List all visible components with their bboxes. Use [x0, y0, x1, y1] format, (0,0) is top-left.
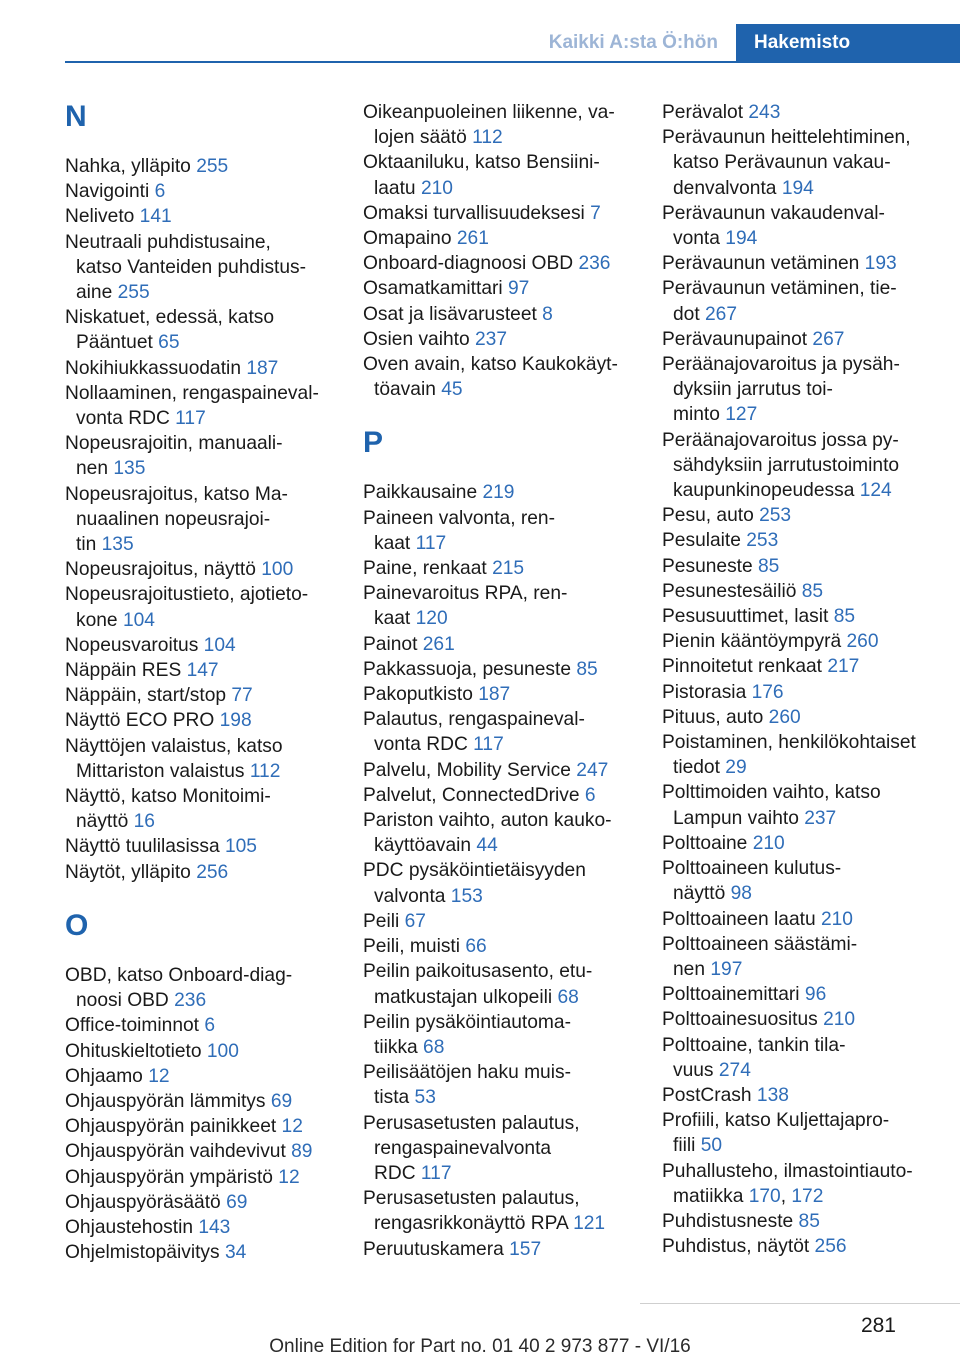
page-link[interactable]: 153 — [450, 885, 483, 907]
index-entry — [363, 1060, 653, 1110]
entry-term: Ohjaamo — [65, 1065, 149, 1087]
index-entry — [363, 758, 653, 783]
entry-term: Perävaunun vakaudenval- vonta — [662, 202, 885, 250]
index-entry — [363, 276, 653, 301]
page-separator: , — [780, 1185, 792, 1207]
entry-term: Ohjauspyörän painikkeet — [65, 1116, 282, 1138]
index-entry — [363, 1237, 653, 1262]
index-entry — [65, 734, 355, 784]
index-entry — [65, 204, 355, 229]
page-link[interactable]: 170 — [748, 1185, 781, 1207]
index-entry — [65, 683, 355, 708]
entry-term: Polttoainesuositus — [662, 1009, 824, 1031]
entry-term: Puhdistus, näytöt — [662, 1236, 815, 1258]
entry-term: Nopeusrajoitus, katso Ma- nuaalinen nopeusrajoi- tin — [65, 483, 288, 556]
page-link[interactable]: 253 — [746, 530, 779, 552]
index-entry — [662, 1159, 960, 1209]
entry-term: Pesunestesäiliö — [662, 580, 802, 602]
entry-term: Polttoaineen kulutus- näyttö — [662, 858, 842, 905]
page-link[interactable]: 198 — [219, 710, 252, 732]
index-entry — [363, 100, 653, 150]
entry-term: Näyttö ECO PRO — [65, 710, 220, 732]
page-link[interactable]: 65 — [158, 332, 180, 354]
page-link[interactable]: 77 — [231, 685, 253, 707]
page-link[interactable]: 197 — [710, 958, 743, 980]
entry-term: Palautus, rengaspaineval- vonta RDC — [363, 709, 585, 756]
entry-term: Oikeanpuoleinen liikenne, va- lojen säätö — [363, 102, 615, 149]
entry-term: Neliveto — [65, 206, 140, 228]
index-entry — [65, 230, 355, 306]
entry-term: Painevaroitus RPA, ren- kaat — [363, 583, 568, 630]
index-entry — [65, 482, 355, 558]
page-link[interactable]: 100 — [206, 1040, 239, 1062]
page-link[interactable]: 85 — [833, 606, 856, 628]
index-entry — [65, 1240, 355, 1265]
entry-term: Pienin kääntöympyrä — [662, 631, 847, 653]
index-entry — [662, 856, 960, 906]
page-link[interactable]: 255 — [117, 282, 150, 304]
index-entry — [662, 352, 960, 428]
entry-term: Perusasetusten palautus, rengaspainevalvonta RDC — [363, 1112, 580, 1184]
entry-term: Paikkausaine — [363, 482, 483, 504]
entry-term: Polttoaine, tankin tila- vuus — [662, 1034, 846, 1081]
entry-term: Perävaunun heittelehtiminen, katso Perävaunun vakau- denvalvonta — [662, 127, 911, 199]
entry-term: Nahka, ylläpito — [65, 156, 197, 177]
index-entry — [662, 428, 960, 504]
index-entry — [363, 657, 653, 682]
index-entry — [662, 780, 960, 830]
page-link[interactable]: 50 — [700, 1135, 723, 1157]
page-link[interactable]: 247 — [576, 759, 609, 781]
page-link[interactable]: 261 — [456, 228, 489, 250]
index-entry — [65, 1190, 355, 1215]
entry-term: Peräänajovaroitus ja pysäh- dyksiin jarrutus toi- minto — [662, 354, 900, 426]
entry-term: Peilisäätöjen haku muis- tista — [363, 1062, 571, 1109]
index-entry — [65, 963, 355, 1013]
index-entry — [662, 907, 960, 932]
entry-term: Peruutuskamera — [363, 1238, 510, 1260]
entry-term: Neutraali puhdistusaine, katso Vanteiden puhdistus- aine — [65, 231, 307, 304]
page-link[interactable]: 135 — [101, 534, 134, 556]
page-link[interactable]: 6 — [204, 1015, 216, 1037]
entry-term: Pituus, auto — [662, 706, 769, 728]
entry-term: PostCrash — [662, 1084, 757, 1106]
page-link[interactable]: 12 — [278, 1166, 300, 1188]
entry-term: Pistorasia — [662, 681, 752, 703]
page-link[interactable]: 12 — [148, 1065, 170, 1087]
entry-term: Puhdistusneste — [662, 1210, 799, 1232]
entry-term: Polttimoiden vaihto, katso Lampun vaihto — [662, 782, 881, 829]
entry-term: Puhallusteho, ilmastointiauto- matiikka — [662, 1160, 913, 1207]
index-entry — [662, 1007, 960, 1032]
entry-term: Pakkassuoja, pesuneste — [363, 658, 577, 680]
page-link[interactable]: 117 — [473, 734, 504, 756]
entry-term: OBD, katso Onboard-diag- noosi OBD — [65, 964, 293, 1012]
entry-term: Näppäin RES — [65, 660, 187, 682]
page-link[interactable]: 143 — [198, 1216, 231, 1238]
page-link[interactable]: 12 — [281, 1116, 303, 1138]
page-link[interactable]: 6 — [584, 784, 596, 806]
entry-term: Oktaaniluku, katso Bensiini- laatu — [363, 152, 600, 199]
page-link[interactable]: 260 — [846, 631, 879, 653]
entry-term: Peilin pysäköintiautoma- tiikka — [363, 1011, 571, 1058]
page-link[interactable]: 256 — [196, 861, 229, 883]
index-entry — [662, 125, 960, 201]
index-entry — [662, 1108, 960, 1158]
index-entry — [363, 506, 653, 556]
page-link[interactable]: 68 — [423, 1036, 445, 1058]
entry-term: Nopeusvaroitus — [65, 634, 204, 656]
entry-term: Peili, muisti — [363, 936, 466, 958]
entry-term: Ohjauspyörän vaihdevivut — [65, 1141, 292, 1163]
page-link[interactable]: 210 — [420, 177, 453, 199]
page-link[interactable]: 6 — [154, 181, 166, 203]
index-entry — [662, 503, 960, 528]
index-entry — [65, 1039, 355, 1064]
page-link[interactable]: 274 — [718, 1059, 751, 1081]
index-entry — [662, 932, 960, 982]
page-link[interactable]: 255 — [196, 156, 229, 177]
index-entry — [363, 808, 653, 858]
index-entry — [65, 658, 355, 683]
index-entry — [363, 707, 653, 757]
index-entry — [363, 581, 653, 631]
index-entry — [363, 226, 653, 251]
entry-term: Nollaaminen, rengaspaineval- vonta RDC — [65, 382, 319, 430]
entry-term: Näppäin, start/stop — [65, 685, 232, 707]
page-link[interactable]: 135 — [113, 458, 146, 480]
entry-term: Painot — [363, 633, 423, 655]
page-link[interactable]: 85 — [576, 658, 598, 680]
section-tab[interactable]: Hakemisto — [736, 24, 960, 62]
page-link[interactable]: 176 — [751, 681, 784, 703]
page-link[interactable]: 187 — [478, 684, 511, 706]
entry-term: Näyttöjen valaistus, katso Mittariston valaistus — [65, 735, 283, 782]
entry-term: Peilin paikoitusasento, etu- matkustajan ulkopeili — [363, 961, 593, 1008]
index-entry — [363, 682, 653, 707]
page-link[interactable]: 187 — [246, 357, 279, 379]
page-link[interactable]: 67 — [404, 910, 426, 932]
page-link[interactable]: 157 — [509, 1238, 542, 1260]
index-entry — [363, 251, 653, 276]
index-entry — [662, 201, 960, 251]
index-entry — [65, 381, 355, 431]
footer-rule — [640, 1303, 960, 1304]
index-entry — [662, 1209, 960, 1234]
entry-term: Polttoainemittari — [662, 984, 805, 1006]
index-entry — [662, 528, 960, 553]
index-letter-heading: N — [65, 100, 87, 133]
index-entry — [363, 201, 653, 226]
entry-term: Polttoaineen laatu — [662, 908, 821, 930]
page-link[interactable]: 138 — [756, 1084, 789, 1106]
page-link[interactable]: 7 — [590, 202, 601, 224]
page-link[interactable]: 69 — [226, 1191, 248, 1213]
index-column-3 — [662, 100, 960, 1259]
index-entry — [65, 633, 355, 658]
entry-term: PDC pysäköintietäisyyden valvonta — [363, 860, 586, 907]
index-entry — [363, 556, 653, 581]
entry-term: Nopeusrajoitus, näyttö — [65, 559, 262, 581]
page-link[interactable]: 68 — [557, 986, 579, 1008]
index-entry — [662, 705, 960, 730]
entry-term: Peili — [363, 910, 405, 932]
page-link[interactable]: 8 — [542, 303, 553, 325]
page-link[interactable]: 267 — [705, 303, 738, 325]
entry-term: Oven avain, katso Kaukokäyt- töavain — [363, 354, 618, 401]
index-entry — [65, 860, 355, 885]
index-entry — [662, 831, 960, 856]
index-entry — [662, 327, 960, 352]
page-link[interactable]: 194 — [781, 177, 814, 199]
page-link[interactable]: 69 — [270, 1090, 293, 1112]
entry-term: Profiili, katso Kuljettajapro- fiili — [662, 1110, 890, 1157]
page-link[interactable]: 66 — [465, 936, 487, 958]
edition-footer: Online Edition for Part no. 01 40 2 973 877 - VI/16 — [269, 1336, 691, 1357]
page-link[interactable]: 29 — [725, 757, 747, 779]
index-entry — [363, 1010, 653, 1060]
index-entry — [65, 784, 355, 834]
entry-term: Paine, renkaat — [363, 558, 493, 580]
entry-term: Navigointi — [65, 181, 155, 203]
index-entry — [363, 150, 653, 200]
index-entry — [662, 730, 960, 780]
page-link[interactable]: 85 — [801, 580, 824, 602]
entry-term: Ohjauspyörän lämmitys — [65, 1090, 271, 1112]
page-link[interactable]: 210 — [752, 832, 785, 854]
page-link[interactable]: 237 — [804, 807, 837, 829]
index-entry — [363, 858, 653, 908]
index-entry — [65, 1139, 355, 1164]
entry-term: Näyttö tuulilasissa — [65, 836, 225, 858]
page-link[interactable]: 85 — [798, 1210, 820, 1232]
index-entry — [65, 1089, 355, 1114]
page-link[interactable]: 236 — [578, 253, 611, 275]
entry-term: Polttoaineen säästämi- nen — [662, 933, 858, 980]
index-letter-heading: P — [363, 426, 384, 460]
entry-term: Osien vaihto — [363, 328, 475, 350]
index-entry — [662, 629, 960, 654]
page-link[interactable]: 97 — [508, 278, 530, 300]
entry-term: Pesulaite — [662, 530, 747, 552]
page-link[interactable]: 219 — [482, 482, 515, 504]
entry-term: Poistaminen, henkilökohtaiset tiedot — [662, 732, 916, 779]
page-link[interactable]: 112 — [249, 760, 281, 782]
page-link[interactable]: 141 — [139, 206, 172, 228]
page-link[interactable]: 104 — [122, 609, 155, 631]
index-entry — [363, 783, 653, 808]
entry-term: Peräänajovaroitus jossa py- sähdyksiin jarrutustoiminto kaupunkinopeudessa — [662, 429, 900, 502]
entry-term: Onboard-diagnoosi OBD — [363, 253, 579, 275]
entry-term: Polttoaine — [662, 832, 753, 854]
index-entry — [65, 834, 355, 859]
index-entry — [65, 154, 355, 179]
entry-term: Perävaunun vetäminen, tie- dot — [662, 278, 897, 325]
index-entry — [662, 276, 960, 326]
index-entry — [363, 352, 653, 402]
entry-term: Nopeusrajoitustieto, ajotieto- kone — [65, 584, 309, 631]
index-entry — [662, 251, 960, 276]
entry-term: Palvelut, ConnectedDrive — [363, 784, 585, 806]
page-link[interactable]: 253 — [759, 505, 792, 527]
entry-term: Omapaino — [363, 228, 457, 250]
page-link[interactable]: 215 — [492, 558, 525, 580]
index-entry — [363, 934, 653, 959]
page-link[interactable]: 237 — [475, 328, 508, 350]
index-column-2 — [363, 100, 653, 1262]
index-entry — [662, 579, 960, 604]
entry-term: Osamatkamittari — [363, 278, 509, 300]
entry-term: Pesu, auto — [662, 505, 760, 527]
entry-term: Ohituskieltotieto — [65, 1040, 207, 1062]
index-entry — [65, 582, 355, 632]
index-entry — [65, 557, 355, 582]
index-entry — [662, 604, 960, 629]
index-entry — [65, 1165, 355, 1190]
index-entry — [65, 179, 355, 204]
page-link[interactable]: 45 — [441, 379, 463, 401]
index-entry — [363, 909, 653, 934]
entry-term: Pakoputkisto — [363, 684, 479, 706]
index-entry — [363, 1186, 653, 1236]
index-entry — [65, 1013, 355, 1038]
index-entry — [662, 1234, 960, 1259]
page-header — [0, 0, 960, 62]
page-link[interactable]: 104 — [203, 634, 236, 656]
index-entry — [65, 431, 355, 481]
entry-term: Palvelu, Mobility Service — [363, 759, 577, 781]
index-entry — [363, 480, 653, 505]
page-link[interactable]: 98 — [730, 883, 752, 905]
entry-term: Niskatuet, edessä, katso Pääntuet — [65, 307, 275, 354]
page-link[interactable]: 34 — [224, 1242, 247, 1264]
entry-term: Pinnoitetut renkaat — [662, 656, 828, 678]
page-link[interactable]: 243 — [748, 102, 781, 123]
entry-term: Ohjauspyöräsäätö — [65, 1191, 227, 1213]
page-link[interactable]: 261 — [422, 633, 455, 655]
index-entry — [65, 1215, 355, 1240]
page-link[interactable]: 217 — [827, 656, 860, 678]
page-link[interactable]: 124 — [859, 480, 892, 502]
index-entry — [363, 302, 653, 327]
entry-term: Ohjelmistopäivitys — [65, 1242, 225, 1264]
entry-term: Pesuneste — [662, 555, 759, 577]
page-link[interactable]: 105 — [224, 836, 257, 858]
index-entry — [662, 680, 960, 705]
entry-term: Perusasetusten palautus, rengasrikkonäyttö RPA — [363, 1188, 580, 1235]
page-link[interactable]: 147 — [186, 660, 219, 682]
page-link[interactable]: 53 — [414, 1087, 436, 1109]
page-link[interactable]: 127 — [725, 404, 758, 426]
header-rule — [65, 61, 960, 63]
entry-term: Näytöt, ylläpito — [65, 861, 197, 883]
index-entry — [662, 654, 960, 679]
page-link[interactable]: 85 — [758, 555, 780, 577]
index-letter-heading: O — [65, 908, 89, 942]
page-link[interactable]: 117 — [420, 1162, 452, 1184]
entry-term: Pariston vaihto, auton kauko- käyttöavain — [363, 810, 612, 857]
entry-term: Perävaunun vetäminen — [662, 253, 865, 275]
page-link[interactable]: 112 — [472, 127, 503, 149]
index-entry — [65, 305, 355, 355]
page-link[interactable]: 117 — [415, 532, 447, 554]
entry-term: Paineen valvonta, ren- kaat — [363, 507, 555, 554]
entry-term: Ohjauspyörän ympäristö — [65, 1166, 279, 1188]
entry-term: Osat ja lisävarusteet — [363, 303, 543, 325]
entry-term: Näyttö, katso Monitoimi- näyttö — [65, 786, 271, 833]
index-entry — [662, 1083, 960, 1108]
index-entry — [65, 356, 355, 381]
page-link[interactable]: 89 — [291, 1141, 313, 1163]
index-entry — [662, 982, 960, 1007]
index-entry — [363, 1111, 653, 1187]
page-link[interactable]: 120 — [415, 608, 448, 630]
index-entry — [363, 327, 653, 352]
page-link[interactable]: 193 — [864, 253, 897, 275]
page-link[interactable]: 236 — [174, 990, 207, 1012]
page-link[interactable]: 210 — [823, 1009, 856, 1031]
page-link[interactable]: 194 — [725, 228, 758, 250]
entry-term: Perävalot — [662, 102, 749, 123]
index-entry — [65, 1114, 355, 1139]
index-entry — [363, 959, 653, 1009]
index-entry — [65, 708, 355, 733]
entry-term: Pesusuuttimet, lasit — [662, 606, 834, 628]
entry-term: Nokihiukkassuodatin — [65, 357, 247, 379]
index-entry — [65, 1064, 355, 1089]
page-link[interactable]: 117 — [175, 408, 206, 430]
page-link[interactable]: 16 — [133, 811, 155, 833]
page-link[interactable]: 256 — [814, 1236, 847, 1258]
page-link[interactable]: 44 — [476, 835, 498, 857]
entry-term: Nopeusrajoitin, manuaali- nen — [65, 433, 283, 480]
chapter-title[interactable]: Kaikki A:sta Ö:hön — [548, 32, 718, 53]
page-number: 281 — [860, 1314, 896, 1337]
page-link[interactable]: 260 — [768, 706, 801, 728]
page-link[interactable]: 210 — [820, 908, 853, 930]
page-link[interactable]: 96 — [804, 984, 827, 1006]
entry-term: Office-toiminnot — [65, 1015, 205, 1037]
index-entry — [363, 632, 653, 657]
entry-term: Ohjaustehostin — [65, 1216, 199, 1238]
index-entry — [662, 100, 960, 125]
page-link[interactable]: 100 — [261, 559, 294, 581]
page-link[interactable]: 172 — [791, 1185, 824, 1207]
page-link[interactable]: 267 — [812, 328, 845, 350]
index-entry — [662, 1033, 960, 1083]
entry-term: Perävaunupainot — [662, 328, 813, 350]
index-entry — [662, 554, 960, 579]
page-link[interactable]: 121 — [573, 1213, 606, 1235]
entry-term: Omaksi turvallisuudeksesi — [363, 202, 591, 224]
index-column-1 — [65, 100, 355, 1265]
